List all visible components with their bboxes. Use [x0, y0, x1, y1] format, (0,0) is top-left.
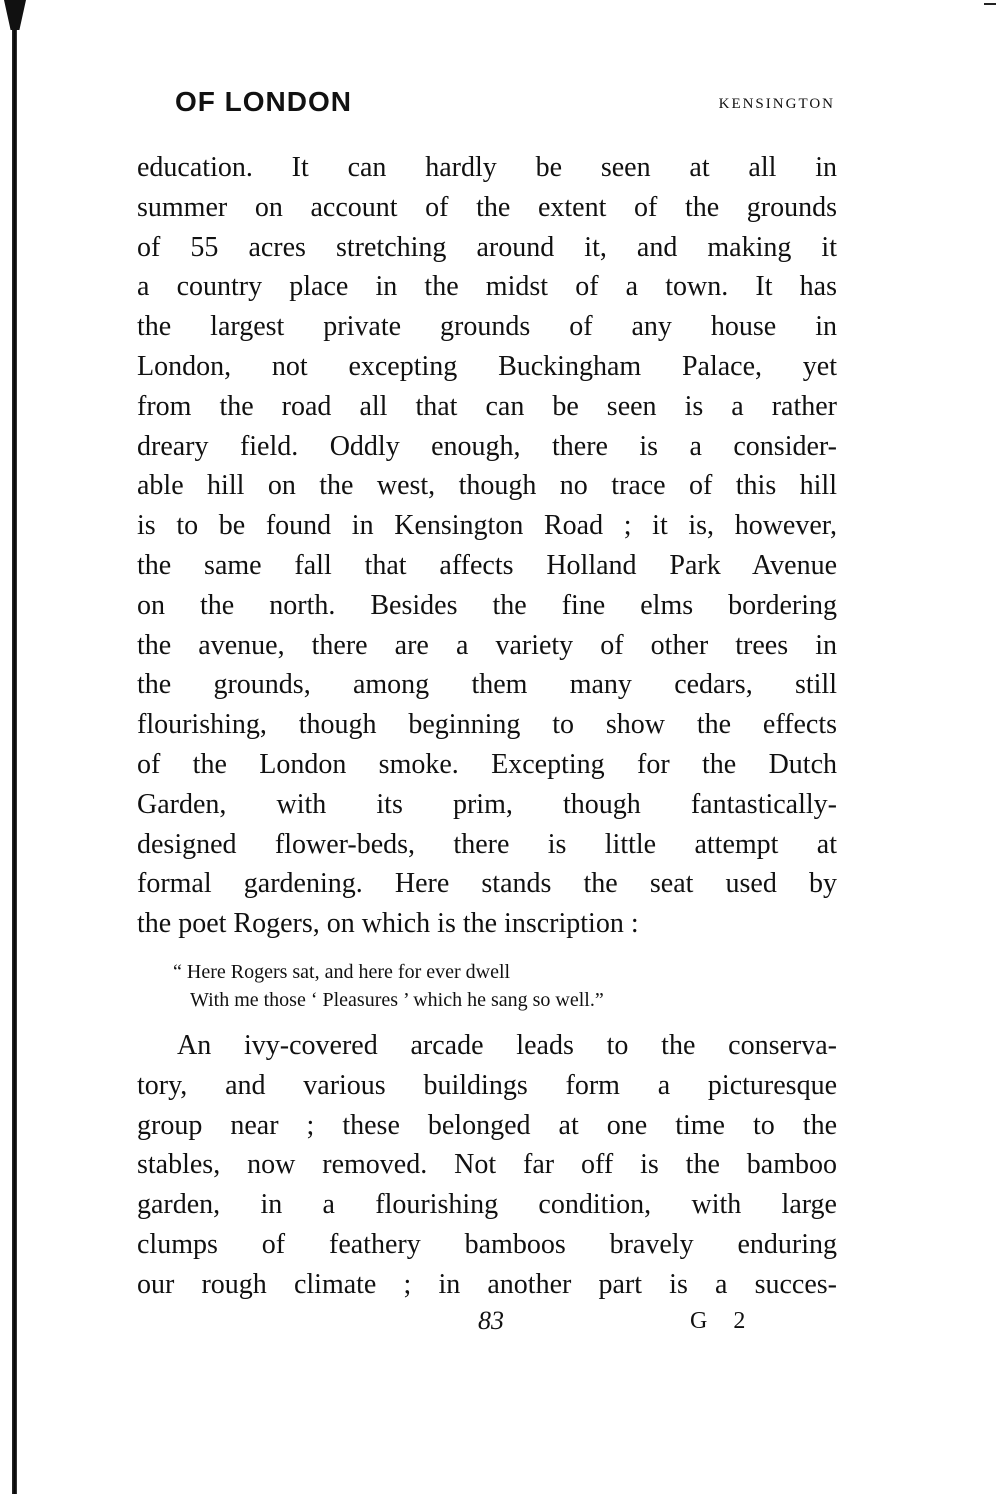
text-line: flourishing, though beginning to show the effects [137, 709, 837, 741]
text-line: group near ; these belonged at one time to the [137, 1109, 837, 1141]
text-line: a country place in the midst of a town. It has [137, 271, 837, 303]
text-line: An ivy-covered arcade leads to the conserva- [177, 1030, 837, 1061]
running-head [175, 86, 835, 126]
text-line: able hill on the west, though no trace of this hill [137, 470, 837, 502]
text-line: of the London smoke. Excepting for the Dutch [137, 748, 837, 780]
text-line: is to be found in Kensington Road ; it is, however, [137, 510, 837, 542]
running-head-right: KENSINGTON [718, 96, 835, 112]
verse-line: “ Here Rogers sat, and here for ever dwell [173, 961, 511, 983]
body-text [137, 148, 837, 944]
text-line: of 55 acres stretching around it, and making it [137, 231, 837, 263]
text-line: London, not excepting Buckingham Palace, yet [137, 350, 837, 382]
text-line: garden, in a flourishing condition, with large [137, 1189, 837, 1221]
text-line: on the north. Besides the fine elms bordering [137, 589, 837, 621]
verse-quotation [173, 958, 833, 1014]
corner-mark [984, 3, 996, 5]
text-line: the same fall that affects Holland Park Avenue [137, 549, 837, 581]
text-line: the largest private grounds of any house in [137, 311, 837, 343]
signature-mark: G 2 [690, 1308, 756, 1334]
verse-line: With me those ‘ Pleasures ’ which he sang so well.” [190, 989, 604, 1011]
text-line: the grounds, among them many cedars, still [137, 669, 837, 701]
page-number: 83 [478, 1306, 504, 1335]
text-line: summer on account of the extent of the grounds [137, 191, 837, 223]
text-line: from the road all that can be seen is a rather [137, 390, 837, 422]
running-head-left: OF LONDON [175, 86, 352, 117]
text-line: dreary field. Oddly enough, there is a consider- [137, 430, 837, 462]
text-line: designed flower-beds, there is little attempt at [137, 828, 837, 860]
text-line: the avenue, there are a variety of other trees in [137, 629, 837, 661]
text-line: formal gardening. Here stands the seat used by [137, 868, 837, 900]
spine-top-mark [4, 0, 26, 30]
book-spine-edge [12, 0, 17, 1494]
text-line: tory, and various buildings form a picturesque [137, 1069, 837, 1101]
text-line: clumps of feathery bamboos bravely enduring [137, 1228, 837, 1260]
text-line: our rough climate ; in another part is a succes- [137, 1268, 837, 1300]
text-line-last: the poet Rogers, on which is the inscription : [137, 908, 639, 940]
body-text-paragraph-2 [137, 1026, 837, 1305]
text-line: education. It can hardly be seen at all in [137, 152, 837, 183]
text-line: Garden, with its prim, though fantastically- [137, 788, 837, 820]
text-line: stables, now removed. Not far off is the bamboo [137, 1149, 837, 1181]
